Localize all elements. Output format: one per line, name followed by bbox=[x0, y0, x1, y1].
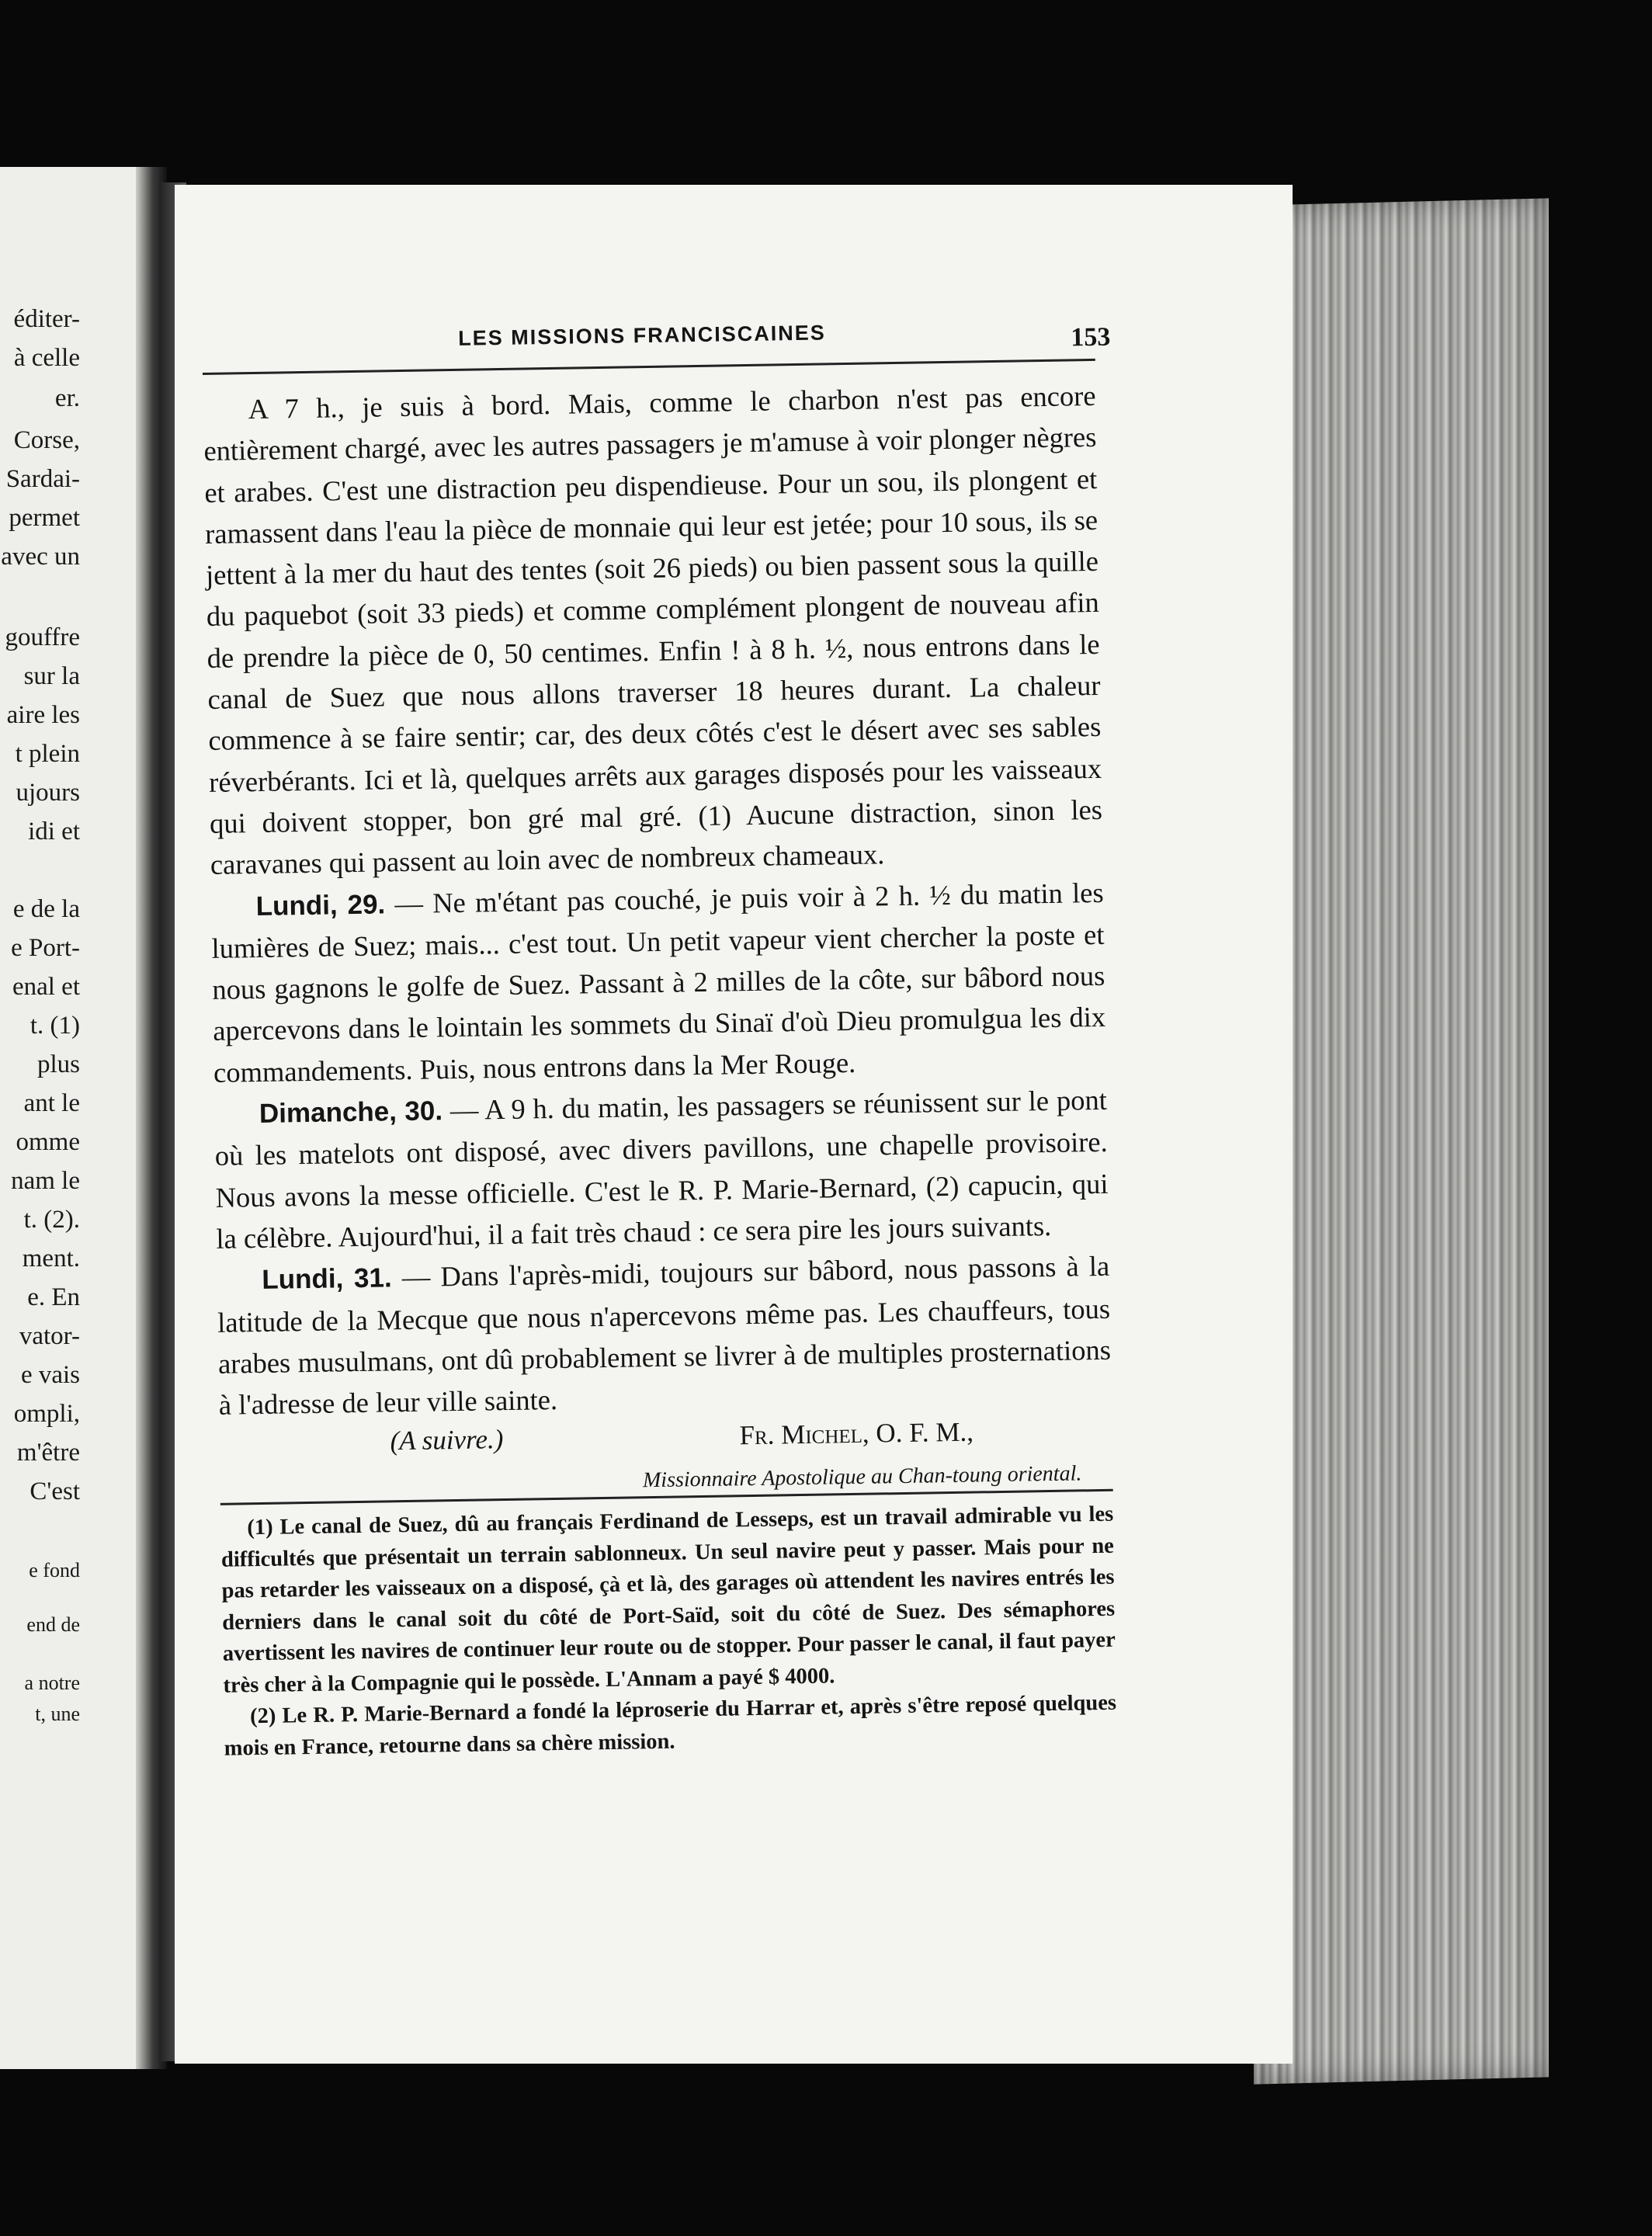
footnote-2: (2) Le R. P. Marie-Bernard a fondé la léproserie du Harrar et, après s'être reposé quelques mois en France, retourne dans sa chère mission. bbox=[224, 1691, 1117, 1761]
footnote-1: (1) Le canal de Suez, dû au français Ferdinand de Lesseps, est un travail admirable vu les difficultés que présentait un terrain sablonneux. Un seul navire peut y passer. Mais pour ne pas retarder les vaisseaux on a disposé, çà et là, des garages où attendent les navires entrés les derniers dans le canal soit du côté de Port-Saïd, soit du côté de Suez. Des sémaphores avertissent les navires de continuer leur route ou de stopper. Pour passer le canal, il faut payer très cher à la Compagnie qui le possède. L'Annam a payé $ 4000. bbox=[220, 1502, 1116, 1698]
left-page-line: idi et bbox=[28, 818, 80, 845]
left-page-line: end de bbox=[26, 1613, 80, 1636]
left-page-line: éditer- bbox=[13, 305, 80, 333]
header-title: LES MISSIONS FRANCISCAINES bbox=[458, 321, 827, 350]
left-page-line: à celle bbox=[13, 344, 80, 372]
left-page-line: vator- bbox=[19, 1322, 80, 1350]
left-page-line: C'est bbox=[30, 1477, 80, 1505]
left-page-line: t. (2). bbox=[23, 1206, 80, 1234]
paragraph-2-text: — Ne m'étant pas couché, je puis voir à 2 h. ½ du matin les lumières de Suez; mais... c'est tout. Un petit vapeur vient chercher la poste et nous gagnons le golfe de Suez. Passant à 2 milles de la côte, sur bâbord nous apercevons dans le lointain les sommets du Sinaï d'où Dieu promulgua les dix commandements. Puis, nous entrons dans la Mer Rouge. bbox=[211, 876, 1106, 1088]
left-page-line: e de la bbox=[12, 895, 80, 923]
left-page-line: ompli, bbox=[13, 1400, 80, 1428]
day-heading-dimanche-30: Dimanche, 30. bbox=[259, 1095, 443, 1130]
paragraph-1: A 7 h., je suis à bord. Mais, comme le charbon n'est pas encore entièrement chargé, avec les autres passagers je m'amuse à voir plonger nègres et arabes. C'est une distraction peu dispendieuse. Pour un sou, ils plongent et ramassent dans l'eau la pièce de monnaie qui leur est jetée; pour 10 sous, ils se jettent à la mer du haut des tentes (soit 26 pieds) ou bien passent sous la quille du paquebot (soit 33 pieds) et comme complément plongent de nouveau afin de prendre la pièce de 0, 50 centimes. Enfin ! à 8 h. ½, nous entrons dans le canal de Suez que nous allons traverser 18 heures durant. La chaleur commence à se faire sentir; car, des deux côtés c'est le désert avec ses sables réverbérants. Ici et là, quelques arrêts aux garages disposés pour les vaisseaux qui doivent stopper, bon gré mal gré. (1) Aucune distraction, sinon les caravanes qui passent au loin avec de nombreux chameaux. bbox=[203, 379, 1103, 881]
left-page-line: t, une bbox=[35, 1703, 80, 1725]
day-heading-lundi-31: Lundi, 31. bbox=[262, 1262, 392, 1296]
left-page-line: e fond bbox=[29, 1559, 80, 1582]
paragraph-4-text: — Dans l'après-midi, toujours sur bâbord, nous passons à la latitude de la Mecque que nous n'apercevons même pas. Les chauffeurs, tous arabes musulmans, ont dû probablement se livrer à de multiples prosternations à l'adresse de leur ville sainte. bbox=[217, 1250, 1112, 1421]
left-facing-page bbox=[0, 167, 136, 2069]
day-heading-lundi-29: Lundi, 29. bbox=[255, 888, 386, 922]
left-page-line: ujours bbox=[16, 779, 80, 807]
left-page-line: e vais bbox=[20, 1361, 80, 1389]
left-page-line: t plein bbox=[15, 740, 80, 768]
book-page-edges bbox=[1254, 198, 1549, 2084]
author-role: Missionnaire Apostolique au Chan-toung oriental. bbox=[220, 1458, 1113, 1505]
left-page-line: plus bbox=[36, 1050, 80, 1078]
paragraph-4 bbox=[217, 1245, 1112, 1425]
left-page-line: t. (1) bbox=[30, 1012, 80, 1040]
left-page-line: er. bbox=[54, 384, 80, 412]
left-page-line: permet bbox=[9, 504, 80, 532]
paragraph-3-text: — A 9 h. du matin, les passagers se réunissent sur le pont où les matelots ont disposé, avec divers pavillons, une chapelle provisoire. Nous avons la messe officielle. C'est le R. P. Marie-Bernard, (2) capucin, qui la célèbre. Aujourd'hui, il a fait très chaud : ce sera pire les jours suivants. bbox=[214, 1083, 1109, 1255]
left-page-line: sur la bbox=[23, 662, 80, 690]
left-page-line: e. En bbox=[27, 1283, 80, 1311]
author-name: Fr. Michel, O. F. M., bbox=[739, 1416, 974, 1451]
left-page-line: omme bbox=[16, 1128, 80, 1156]
paragraph-3 bbox=[214, 1079, 1109, 1259]
left-page-line: enal et bbox=[12, 973, 80, 1001]
paragraph-2 bbox=[210, 871, 1106, 1093]
page-number: 153 bbox=[1071, 322, 1111, 352]
left-page-line: ant le bbox=[23, 1089, 80, 1117]
left-page-line: avec un bbox=[1, 543, 80, 571]
left-page-line: gouffre bbox=[5, 623, 80, 651]
left-page-line: nam le bbox=[11, 1167, 80, 1195]
to-follow-note: (A suivre.) bbox=[390, 1424, 504, 1457]
page-content bbox=[202, 312, 1117, 1765]
left-page-line: Corse, bbox=[13, 426, 80, 454]
left-page-line: m'être bbox=[16, 1439, 80, 1467]
left-page-line: a notre bbox=[24, 1672, 80, 1694]
left-page-line: Sardai- bbox=[5, 465, 80, 493]
left-page-line: ment. bbox=[22, 1245, 80, 1273]
left-page-line: e Port- bbox=[11, 934, 80, 962]
left-page-line: aire les bbox=[6, 701, 80, 729]
